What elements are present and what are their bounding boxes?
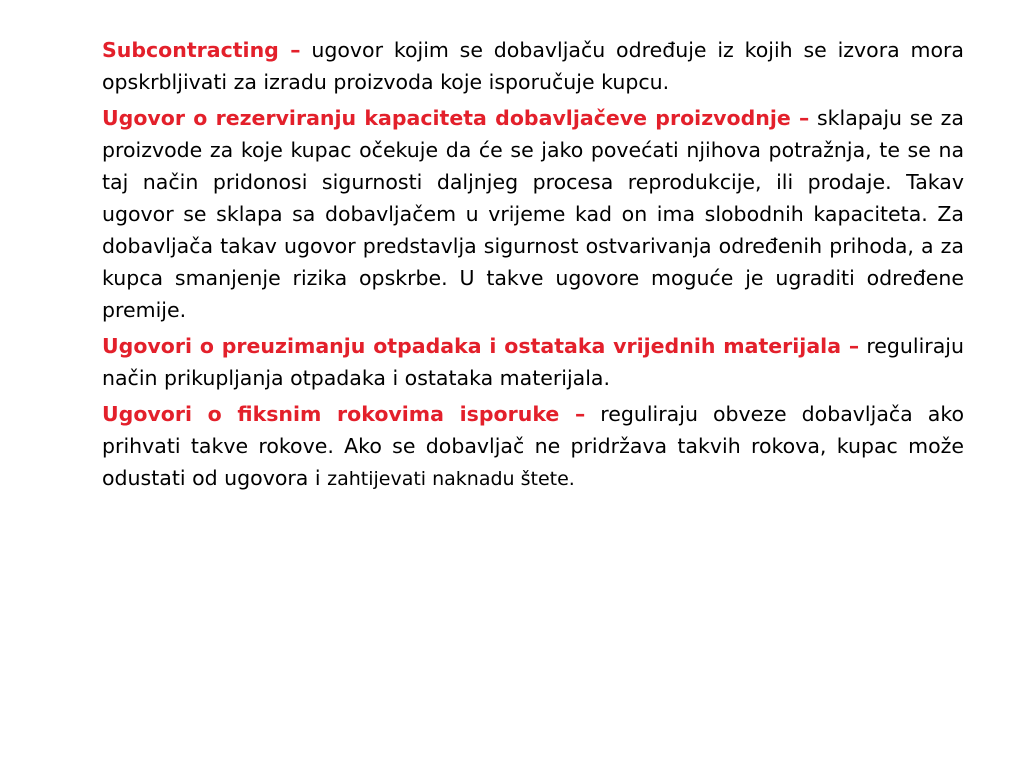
definition-subcontracting: ugovor kojim se dobavljaču određuje iz kojih se izvora mora opskrbljivati za izradu proizvoda koje isporučuje kupcu. <box>102 38 964 94</box>
paragraph-capacity-reservation <box>102 102 964 326</box>
term-fixed-delivery: Ugovori o fiksnim rokovima isporuke – <box>102 402 586 426</box>
definition-capacity-reservation: sklapaju se za proizvode za koje kupac očekuje da će se jako povećati njihova potražnja, te se na taj način pridonosi sigurnosti daljnjeg procesa reprodukcije, ili prodaje. Takav ugovor se sklapa sa dobavljačem u vrijeme kad on ima slobodnih kapaciteta. Za dobavljača takav ugovor predstavlja sigurnost ostvarivanja određenih prihoda, a za kupca smanjenje rizika opskrbe. U takve ugovore moguće je ugraditi određene premije. <box>102 106 964 322</box>
paragraph-fixed-delivery <box>102 398 964 495</box>
paragraph-subcontracting <box>102 34 964 98</box>
definition-waste-takeover: reguliraju način prikupljanja otpadaka i ostataka materijala. <box>102 334 964 390</box>
slide-body <box>102 34 964 499</box>
term-waste-takeover: Ugovori o preuzimanju otpadaka i ostataka vrijednih materijala – <box>102 334 860 358</box>
paragraph-waste-takeover <box>102 330 964 394</box>
definition-fixed-delivery: reguliraju obveze dobavljača ako prihvati takve rokove. Ako se dobavljač ne pridržava takvih rokova, kupac može odustati od ugovora i <box>102 402 965 490</box>
definition-fixed-delivery-tail: zahtijevati naknadu štete. <box>327 468 575 490</box>
term-capacity-reservation: Ugovor o rezerviranju kapaciteta dobavljačeve proizvodnje – <box>102 106 810 130</box>
term-subcontracting: Subcontracting – <box>102 38 301 62</box>
